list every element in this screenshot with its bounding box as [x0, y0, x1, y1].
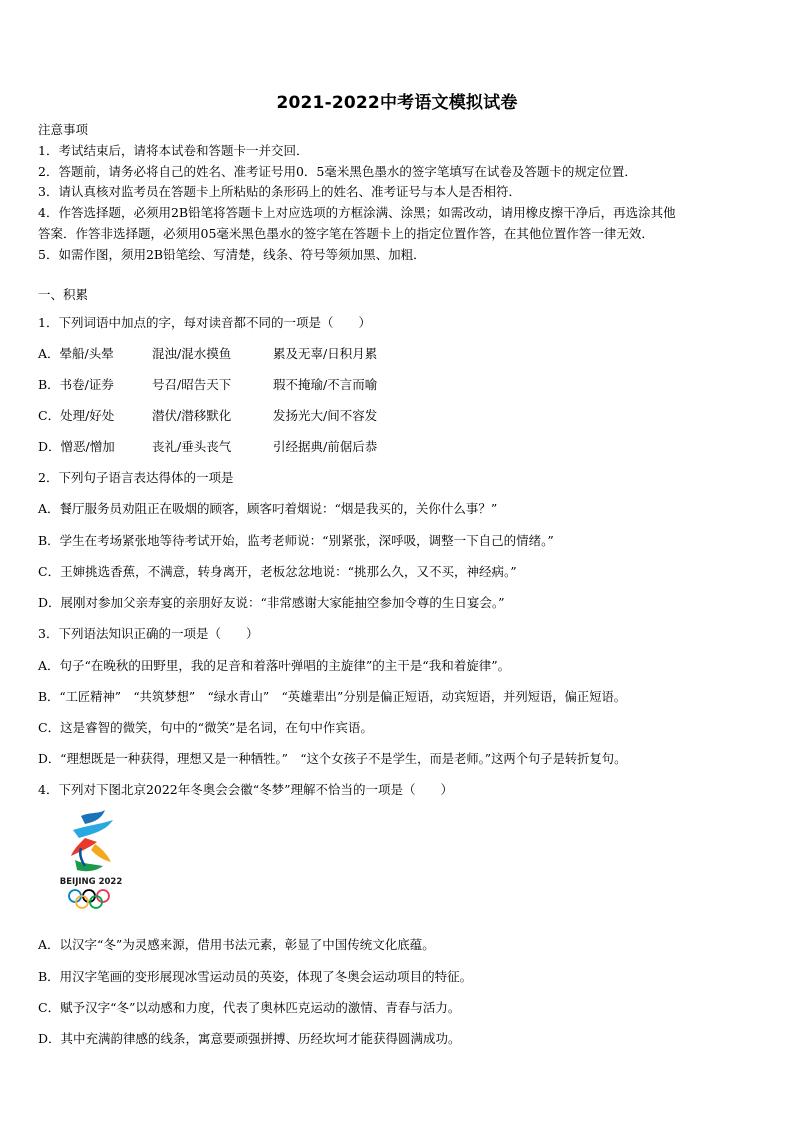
- notice-item: 2．答题前，请务必将自己的姓名、准考证号用0．5毫米黑色墨水的签字笔填写在试卷及答题卡的规定位置．: [38, 163, 637, 179]
- emblem-text: BEIJING 2022: [59, 877, 123, 887]
- question-4-option-b: B．用汉字笔画的变形展现冰雪运动员的英姿，体现了冬奥会运动项目的特征。: [38, 969, 473, 984]
- option-part: C．处理/好处: [38, 408, 115, 423]
- option-part: 引经据典/前倨后恭: [273, 439, 378, 454]
- question-4-option-d: D．其中充满韵律感的线条，寓意要顽强拼搏、历经坎坷才能获得圆满成功。: [38, 1031, 461, 1046]
- question-2-option-b: B．学生在考场紧张地等待考试开始，监考老师说：“别紧张，深呼吸，调整一下自己的情绪。”: [38, 533, 554, 548]
- question-4-stem: 4．下列对下图北京2022年冬奥会会徽“冬梦”理解不恰当的一项是（ ）: [38, 782, 454, 797]
- notice-heading: 注意事项: [38, 122, 89, 137]
- question-3-option-a: A．句子“在晚秋的田野里，我的足音和着落叶弹唱的主旋律”的主干是“我和着旋律”。: [38, 658, 511, 673]
- option-part: A．晕船/头晕: [38, 346, 114, 361]
- option-part: 累及无辜/日积月累: [273, 346, 378, 361]
- option-part: B．书卷/证券: [38, 377, 114, 392]
- option-part: 潜伏/潜移默化: [152, 408, 232, 423]
- winter-dream-emblem-icon: [55, 808, 127, 916]
- question-3-option-d: D．“理想既是一种获得，理想又是一种牺牲。” “这个女孩子不是学生，而是老师。”这两个句子是转折复句。: [38, 752, 627, 766]
- question-2-option-a: A．餐厅服务员劝阻正在吸烟的顾客，顾客叼着烟说：“烟是我买的，关你什么事？”: [38, 501, 498, 516]
- beijing-2022-emblem: [55, 808, 127, 916]
- question-1-stem: 1．下列词语中加点的字，每对读音都不同的一项是（ ）: [38, 315, 371, 330]
- notice-item: 3．请认真核对监考员在答题卡上所粘贴的条形码上的姓名、准考证号与本人是否相符．: [38, 184, 521, 200]
- option-part: 号召/昭告天下: [152, 377, 232, 392]
- notice-block: [38, 120, 758, 266]
- exam-title: 2021-2022中考语文模拟试卷: [276, 93, 518, 113]
- question-3-option-b: B．“工匠精神” “共筑梦想” “绿水青山” “英雄辈出”分别是偏正短语，动宾短语，并列短语，偏正短语。: [38, 690, 627, 704]
- option-part: 发扬光大/间不容发: [273, 408, 378, 423]
- option-part: 丧礼/垂头丧气: [152, 439, 232, 454]
- question-3-stem: 3．下列语法知识正确的一项是（ ）: [38, 626, 259, 641]
- notice-item: 5．如需作图，须用2B铅笔绘、写清楚，线条、符号等须加黑、加粗．: [38, 246, 426, 262]
- question-2-stem: 2．下列句子语言表达得体的一项是: [38, 470, 234, 485]
- option-part: 瑕不掩瑜/不言而喻: [273, 377, 378, 392]
- question-4-option-a: A．以汉字“冬”为灵感来源，借用书法元素，彰显了中国传统文化底蕴。: [38, 937, 435, 952]
- question-4-option-c: C．赋予汉字“冬”以动感和力度，代表了奥林匹克运动的激情、青春与活力。: [38, 1000, 461, 1015]
- notice-item: 答案．作答非选择题，必须用05毫米黑色墨水的签字笔在答题卡上的指定位置作答，在其他位置作答一律无效．: [38, 225, 654, 241]
- option-part: D．憎恶/憎加: [38, 439, 115, 454]
- section-heading: 一、积累: [38, 287, 89, 302]
- option-part: 混浊/混水摸鱼: [152, 346, 232, 361]
- question-3-option-c: C．这是睿智的微笑，句中的“微笑”是名词，在句中作宾语。: [38, 720, 373, 735]
- question-2-option-c: C．王婶挑选香蕉，不满意，转身离开，老板忿忿地说：“挑那么久，又不买，神经病。”: [38, 564, 517, 579]
- question-2-option-d: D．展刚对参加父亲寿宴的亲朋好友说：“非常感谢大家能抽空参加令尊的生日宴会。”: [38, 595, 505, 610]
- notice-item: 1．考试结束后，请将本试卷和答题卡一并交回．: [38, 142, 309, 158]
- notice-item: 4．作答选择题，必须用2B铅笔将答题卡上对应选项的方框涂满、涂黑；如需改动，请用橡皮擦干净后，再选涂其他: [38, 205, 676, 221]
